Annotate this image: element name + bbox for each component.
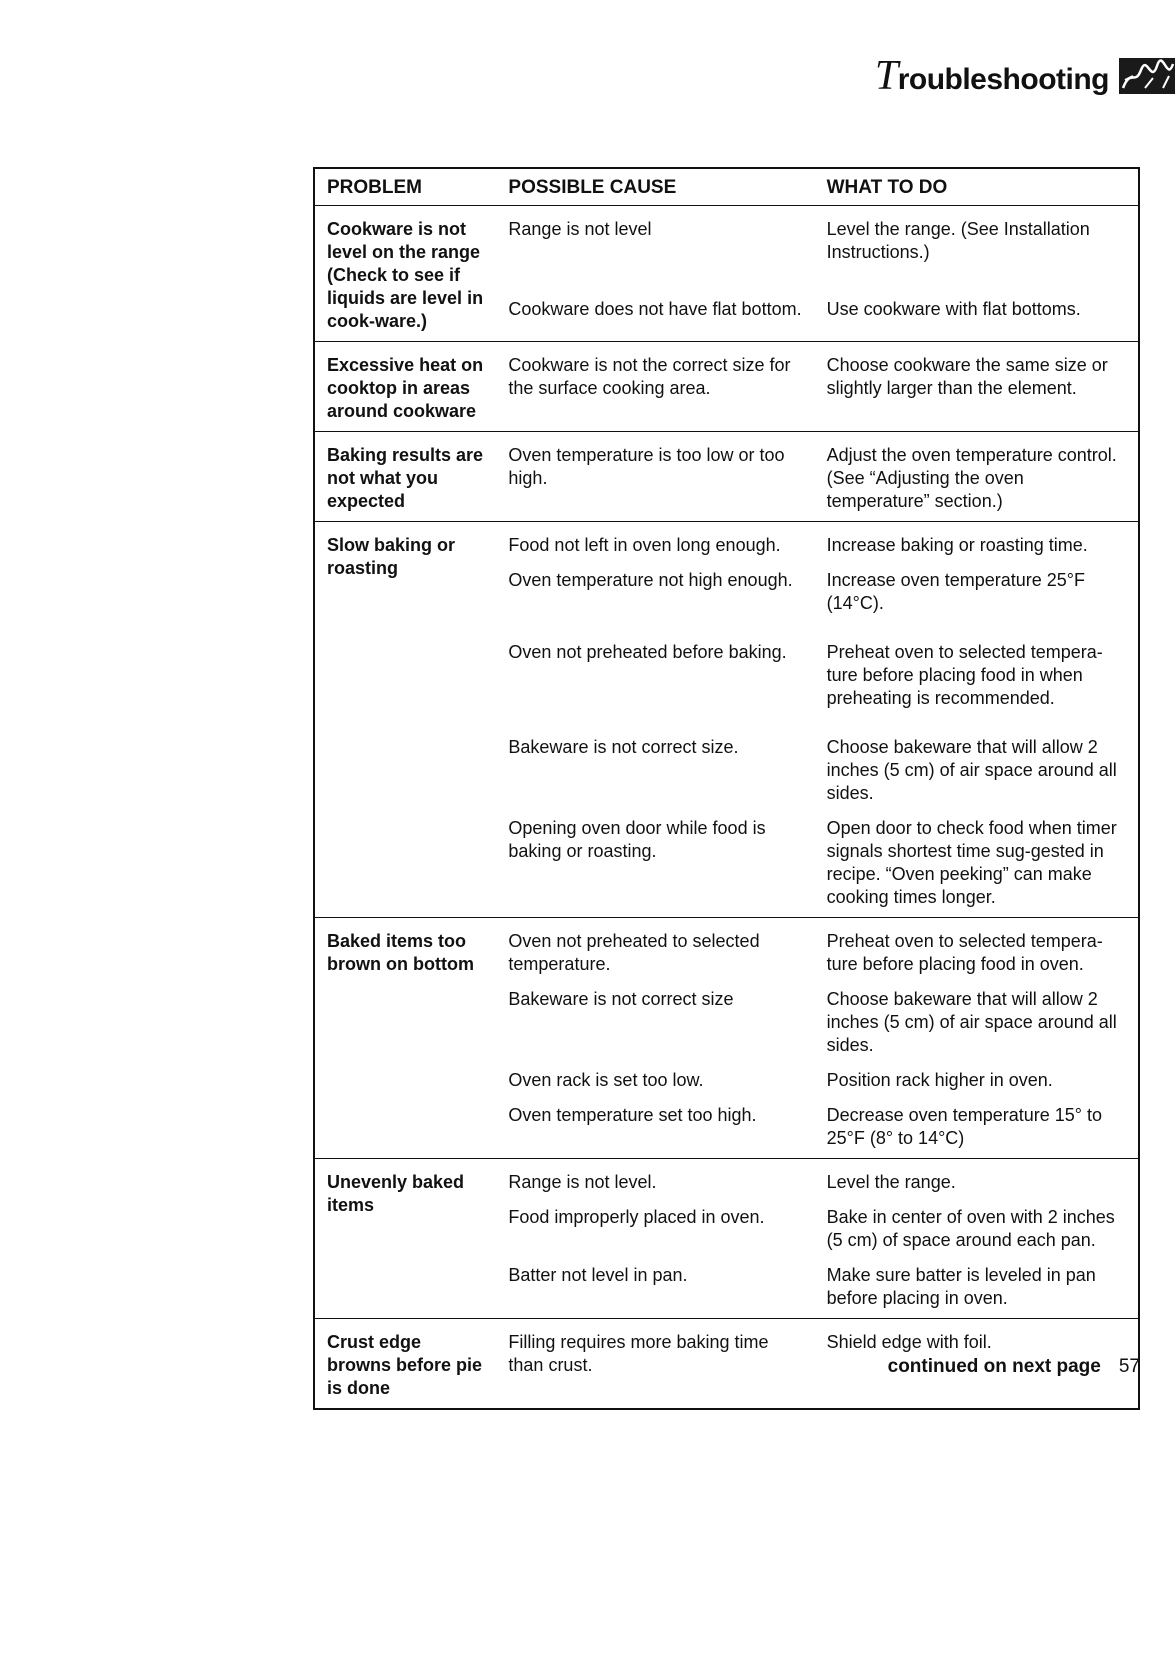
cause-cell: Oven not preheated before baking. — [508, 642, 787, 662]
cause-cell: Cookware is not the correct size for the surface cooking area. — [496, 342, 814, 432]
todo-cell: Increase oven temperature 25°F (14°C). — [826, 570, 1085, 613]
column-header-problem: PROBLEM — [314, 168, 496, 206]
cause-cell: Oven temperature is too low or too high. — [496, 432, 814, 522]
todo-cell: Shield edge with foil. — [815, 1319, 1139, 1410]
cause-cell: Batter not level in pan. — [508, 1265, 688, 1285]
problem-cell: Excessive heat on cooktop in areas around cookware — [314, 342, 496, 432]
todo-cell: Increase baking or roasting time. — [815, 522, 1139, 566]
cause-cell: Range is not level. — [496, 1159, 814, 1203]
problem-cell: Unevenly baked items — [314, 1159, 496, 1319]
table-row — [314, 342, 1139, 432]
table-body — [314, 206, 1139, 1410]
cause-cell: Range is not level — [496, 206, 814, 295]
cause-cell: Filling requires more baking time than crust. — [496, 1319, 814, 1410]
continued-note: continued on next page — [887, 1356, 1101, 1377]
cause-cell: Oven not preheated to selected temperature. — [496, 918, 814, 985]
page-number: 57 — [1118, 1356, 1140, 1377]
problem-cell: Crust edge browns before pie is done — [314, 1319, 496, 1410]
column-header-cause: POSSIBLE CAUSE — [496, 168, 814, 206]
page-title — [875, 52, 1109, 100]
todo-cell: Choose bakeware that will allow 2 inches (5 cm) of air space around all sides. — [826, 989, 1117, 1055]
cause-cell: Bakeware is not correct size. — [508, 737, 739, 757]
cause-cell: Food improperly placed in oven. — [508, 1207, 765, 1227]
page-footer — [888, 1356, 1140, 1378]
column-header-todo: WHAT TO DO — [815, 168, 1139, 206]
todo-cell: Decrease oven temperature 15° to 25°F (8° to 14°C) — [826, 1105, 1102, 1148]
table-row — [314, 522, 1139, 566]
todo-cell: Choose cookware the same size or slightly larger than the element. — [815, 342, 1139, 432]
cause-cell: Opening oven door while food is baking or roasting. — [508, 818, 766, 861]
todo-cell: Bake in center of oven with 2 inches (5 cm) of space around each pan. — [826, 1207, 1115, 1250]
todo-cell: Choose bakeware that will allow 2 inches (5 cm) of air space around all sides. — [826, 737, 1117, 803]
problem-cell: Baked items too brown on bottom — [314, 918, 496, 1159]
todo-cell: Open door to check food when timer signals shortest time sug-gested in recipe. “Oven peeking” can make cooking times longer. — [826, 818, 1117, 907]
page-header — [875, 52, 1175, 100]
cause-cell: Oven rack is set too low. — [508, 1070, 704, 1090]
cause-cell: Food not left in oven long enough. — [496, 522, 814, 566]
cause-cell: Bakeware is not correct size — [508, 989, 734, 1009]
todo-cell: Use cookware with flat bottoms. — [826, 299, 1081, 320]
todo-cell: Preheat oven to selected tempera-ture before placing food in oven. — [815, 918, 1139, 985]
cause-cell: Oven temperature not high enough. — [508, 570, 793, 590]
problem-cell: Slow baking or roasting — [314, 522, 496, 918]
table-row — [314, 918, 1139, 985]
table-row — [314, 206, 1139, 295]
table-header-row — [314, 168, 1139, 206]
page-title-initial: T — [874, 53, 898, 99]
problem-cell: Baking results are not what you expected — [314, 432, 496, 522]
problem-cell: Cookware is not level on the range (Check to see if liquids are level in cook-ware.) — [314, 206, 496, 342]
page-title-rest: roubleshooting — [897, 63, 1109, 96]
troubleshooting-table — [313, 167, 1140, 1410]
todo-cell: Position rack higher in oven. — [826, 1070, 1053, 1090]
cause-cell: Cookware does not have flat bottom. — [508, 299, 802, 320]
todo-cell: Preheat oven to selected tempera-ture before placing food in when preheating is recommended. — [826, 642, 1103, 708]
todo-cell: Adjust the oven temperature control. (See “Adjusting the oven temperature” section.) — [815, 432, 1139, 522]
todo-cell: Make sure batter is leveled in pan before placing in oven. — [826, 1265, 1096, 1308]
table-row — [314, 1159, 1139, 1203]
decorative-brush-graphic-icon — [1119, 58, 1175, 94]
cause-cell: Oven temperature set too high. — [508, 1105, 757, 1125]
table-row — [314, 432, 1139, 522]
todo-cell: Level the range. (See Installation Instructions.) — [815, 206, 1139, 295]
todo-cell: Level the range. — [815, 1159, 1139, 1203]
